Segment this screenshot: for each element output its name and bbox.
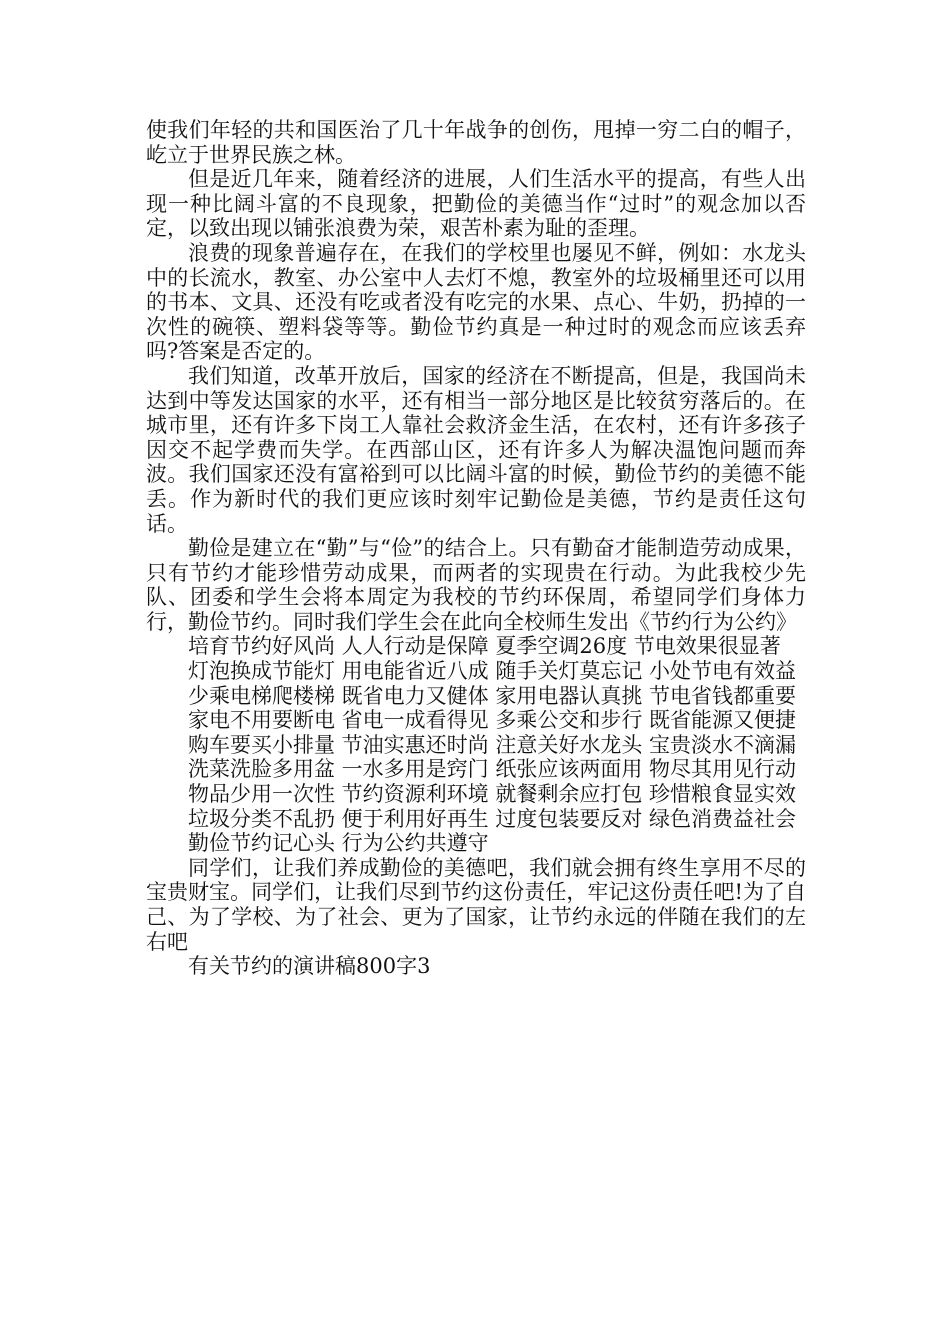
document-body [146, 118, 806, 979]
body-paragraph: 同学们，让我们养成勤俭的美德吧，我们就会拥有终生享用不尽的宝贵财宝。同学们，让我们尽到节约这份责任，牢记这份责任吧!为了自己、为了学校、为了社会、更为了国家，让节约永远的伴随在我们的左右吧 [146, 855, 806, 954]
section-heading: 有关节约的演讲稿800字3 [188, 954, 431, 979]
convention-line: 培育节约好风尚 人人行动是保障 夏季空调26度 节电效果很显著 [188, 634, 781, 659]
body-paragraph: 使我们年轻的共和国医治了几十年战争的创伤，甩掉一穷二白的帽子，屹立于世界民族之林。 [146, 118, 806, 167]
convention-line: 灯泡换成节能灯 用电能省近八成 随手关灯莫忘记 小处节电有效益 [188, 659, 797, 684]
convention-line: 少乘电梯爬楼梯 既省电力又健体 家用电器认真挑 节电省钱都重要 [188, 683, 797, 708]
convention-line: 物品少用一次性 节约资源利环境 就餐剩余应打包 珍惜粮食显实效 [188, 782, 797, 807]
convention-closing-line: 勤俭节约记心头 行为公约共遵守 [188, 831, 489, 856]
convention-line: 家电不用要断电 省电一成看得见 多乘公交和步行 既省能源又便捷 [188, 708, 797, 733]
convention-line: 垃圾分类不乱扔 便于利用好再生 过度包装要反对 绿色消费益社会 [188, 806, 797, 831]
convention-line: 洗菜洗脸多用盆 一水多用是窍门 纸张应该两面用 物尽其用见行动 [188, 757, 797, 782]
body-paragraph: 我们知道，改革开放后，国家的经济在不断提高，但是，我国尚未达到中等发达国家的水平，还有相当一部分地区是比较贫穷落后的。在城市里，还有许多下岗工人靠社会救济金生活，在农村，还有许多孩子因交不起学费而失学。在西部山区，还有许多人为解决温饱问题而奔波。我们国家还没有富裕到可以比阔斗富的时候，勤俭节约的美德不能丢。作为新时代的我们更应该时刻牢记勤俭是美德，节约是责任这句话。 [146, 363, 806, 536]
body-paragraph: 浪费的现象普遍存在，在我们的学校里也屡见不鲜，例如：水龙头中的长流水，教室、办公室中人去灯不熄，教室外的垃圾桶里还可以用的书本、文具、还没有吃或者没有吃完的水果、点心、牛奶，扔掉的一次性的碗筷、塑料袋等等。勤俭节约真是一种过时的观念而应该丢弃吗?答案是否定的。 [146, 240, 806, 364]
body-paragraph: 勤俭是建立在“勤”与“俭”的结合上。只有勤奋才能制造劳动成果，只有节约才能珍惜劳动成果，而两者的实现贵在行动。为此我校少先队、团委和学生会将本周定为我校的节约环保周，希望同学们身体力行，勤俭节约。同时我们学生会在此向全校师生发出《节约行为公约》 [146, 536, 806, 634]
body-paragraph: 但是近几年来，随着经济的进展，人们生活水平的提高，有些人出现一种比阔斗富的不良现象，把勤俭的美德当作“过时”的观念加以否定，以致出现以铺张浪费为荣，艰苦朴素为耻的歪理。 [146, 167, 806, 241]
convention-line: 购车要买小排量 节油实惠还时尚 注意关好水龙头 宝贵淡水不滴漏 [188, 732, 797, 757]
